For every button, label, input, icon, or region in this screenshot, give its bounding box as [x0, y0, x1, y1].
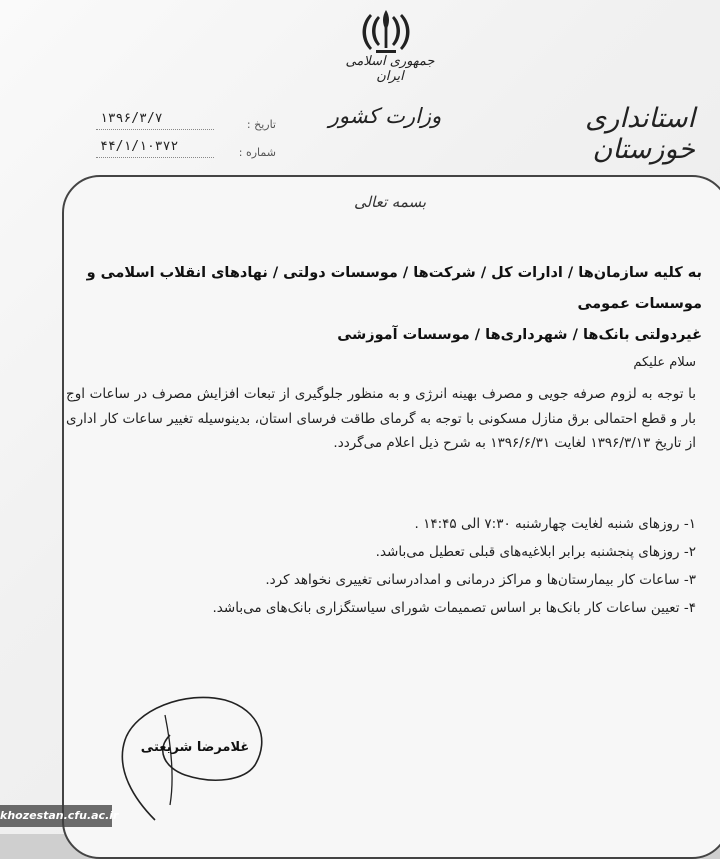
signer-name: غلامرضا شریعتی [140, 740, 250, 755]
addressee [62, 258, 702, 351]
list-item: ۱- روزهای شنبه لغایت چهارشنبه ۷:۳۰ الی ۱۴:۴۵ . [414, 516, 696, 532]
letterhead [0, 0, 720, 175]
list-item: ۲- روزهای پنجشنبه برابر ابلاغیه‌های قبلی تعطیل می‌باشد. [375, 544, 696, 560]
date-value: ۱۳۹۶/۳/۷ [100, 110, 163, 126]
date-label: تاریخ : [246, 117, 276, 131]
number-field [96, 138, 276, 162]
republic-name: جمهوری اسلامی ایران [345, 54, 435, 84]
site-watermark: khozestan.cfu.ac.ir [0, 805, 112, 827]
letter-body: با توجه به لزوم صرفه جویی و مصرف بهینه انرژی و به منظور جلوگیری از تبعات افزایش مصرف در ساعات اوج بار و قطع احتمالی برق منازل مسکونی با توجه به گرمای طاقت فرسای استان، بدینوسیله تغییر ساعات کار اداری از تاریخ ۱۳۹۶/۳/۱۳ لغایت ۱۳۹۶/۶/۳۱ به شرح ذیل اعلام می‌گردد. [66, 386, 696, 451]
governorate-name: استانداری خوزستان [585, 103, 695, 165]
iran-emblem-icon [356, 6, 416, 58]
date-field [96, 110, 276, 134]
ministry-name: وزارت کشور [328, 104, 442, 128]
list-item: ۴- تعیین ساعات کار بانک‌ها بر اساس تصمیمات شورای سیاستگزاری بانک‌های می‌باشد. [212, 600, 696, 616]
schedule-list [150, 510, 696, 622]
addressee-line-2: غیردولتی بانک‌ها / شهرداری‌ها / موسسات آموزشی [337, 327, 702, 343]
number-label: شماره : [238, 145, 276, 159]
list-item: ۳- ساعات کار بیمارستان‌ها و مراکز درمانی و امدادرسانی تغییری نخواهد کرد. [265, 572, 696, 588]
greeting: سلام علیکم [633, 355, 696, 370]
addressee-line-1: به کلیه سازمان‌ها / ادارات کل / شرکت‌ها / موسسات دولتی / نهادهای انقلاب اسلامی و موسسات عمومی [86, 265, 702, 312]
number-value: ۴۴/۱/۱۰۳۷۲ [100, 138, 179, 154]
basmala: بسمه تعالی [353, 193, 427, 211]
signature-icon [95, 680, 285, 830]
